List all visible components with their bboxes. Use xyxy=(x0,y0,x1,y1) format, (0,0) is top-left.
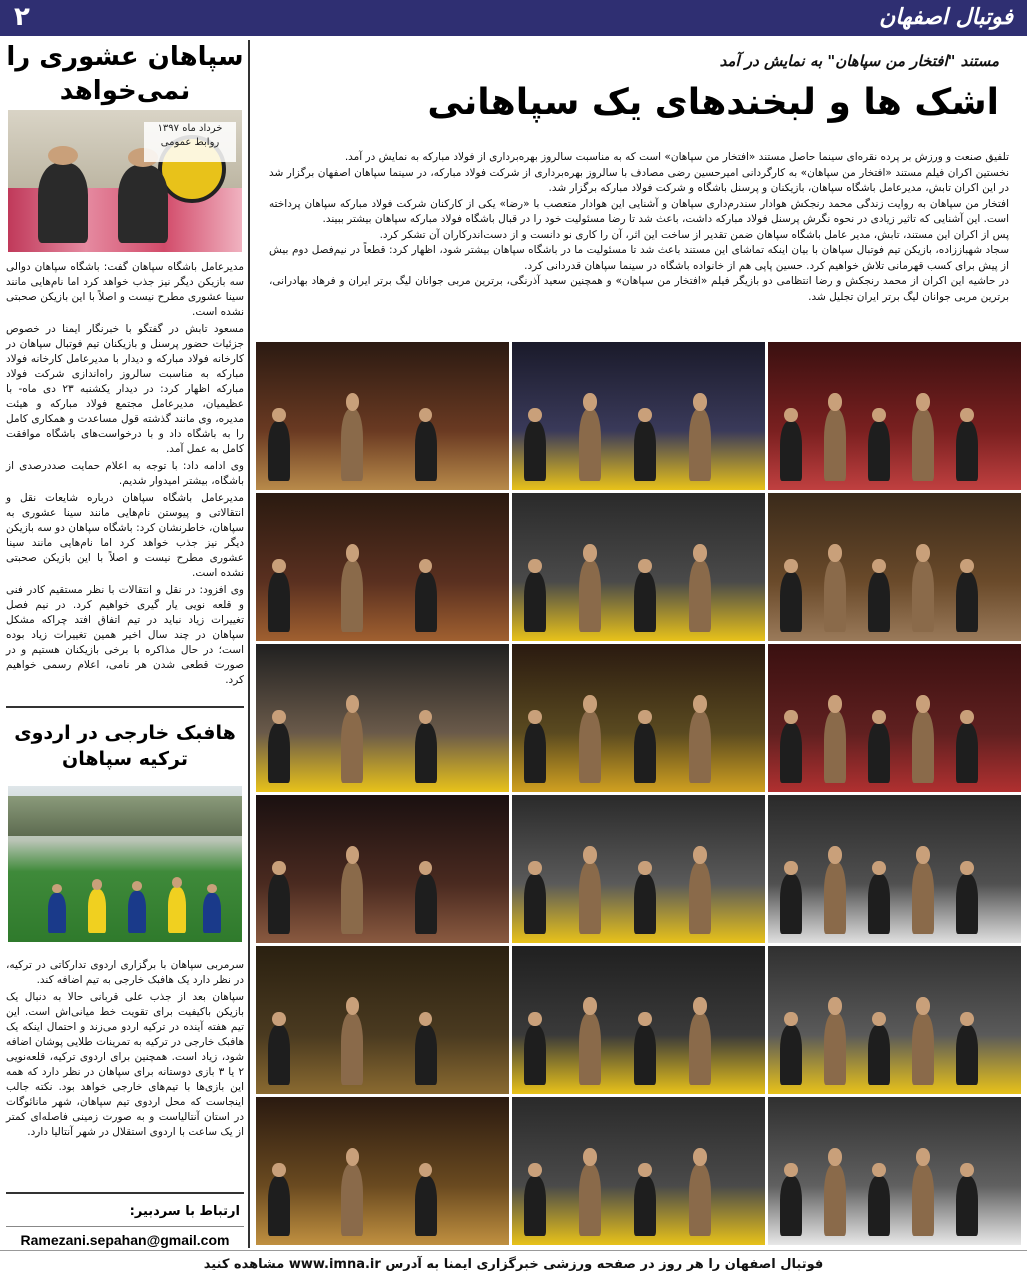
photo-figure xyxy=(868,421,890,481)
story1-headline: سپاهان عشوری را نمی‌خواهد xyxy=(6,42,244,106)
article-headline: اشک ها و لبخندهای یک سپاهانی xyxy=(427,82,999,123)
gallery-photo xyxy=(256,795,509,943)
photo-figure xyxy=(415,723,437,783)
photo-figure xyxy=(579,711,601,783)
story1-paragraph: وی افزود: در نقل و انتقالات با نظر مستقیم کادر فنی و قلعه نویی یار گیری خواهیم کرد. در نیم فصل تغییرات زیاد نباید در تیم اتفاق افتد چراکه مشکل سپاهان در چند سال اخیر همین تغییرات زیاد بوده است؛ در حال مذاکره با برخی بازیکنان هستیم و در صورت قطعی شدن هر نامی، اعلام رسمی خواهیم کرد. xyxy=(6,584,244,686)
photo-figure xyxy=(956,874,978,934)
story1-body xyxy=(6,260,244,688)
photo-figure xyxy=(824,409,846,481)
photo-figure xyxy=(912,1013,934,1085)
story1-paragraph: وی ادامه داد: با توجه به اعلام حمایت صددرصدی از باشگاه، بیشتر امیدوار شدیم. xyxy=(6,460,244,487)
section-divider xyxy=(6,706,244,708)
photo-figure xyxy=(579,409,601,481)
photo-figure xyxy=(579,560,601,632)
photo-figure xyxy=(824,1164,846,1236)
photo-figure xyxy=(634,1176,656,1236)
gallery-photo xyxy=(512,342,765,490)
photo-figure xyxy=(868,723,890,783)
photo-figure xyxy=(780,1176,802,1236)
article-paragraph: نخستین اکران فیلم مستند «افتخار من سپاهان» به کارگردانی امیرحسین رضی مصادف با سالروز بهره‌برداری از شرکت فولاد مبارکه، در سینما سپاهان اصفهان برگزار شد در این اکران تابش، مدیرعامل باشگاه سپاهان، بازیکنان و پرسنل باشگاه و شرکت فولاد مبارکه برگزار شد. xyxy=(269,166,1009,194)
photo-figure xyxy=(634,1025,656,1085)
footer-text: فوتبال اصفهان را هر روز در صفحه ورزشی خبرگزاری ایمنا به آدرس www.imna.ir مشاهده کنید xyxy=(203,1257,824,1272)
gallery-photo xyxy=(256,644,509,792)
article-body xyxy=(269,150,1009,305)
photo-figure xyxy=(824,862,846,934)
photo-figure xyxy=(868,572,890,632)
gallery-photo xyxy=(256,342,509,490)
photo-figure xyxy=(524,874,546,934)
story1-paragraph: مدیرعامل باشگاه سپاهان گفت: باشگاه سپاهان دوالی سه بازیکن دیگر نیز جذب خواهد کرد اما نام‌هایی مانند سینا عشوری مطرح نیست و اصلاً با این بازیکن صحبتی نشده است. xyxy=(6,261,244,318)
gallery-photo xyxy=(512,946,765,1094)
photo-figure xyxy=(268,572,290,632)
photo-figure xyxy=(524,572,546,632)
photo-figure xyxy=(868,1025,890,1085)
photo-figure xyxy=(268,874,290,934)
photo-figure xyxy=(689,1013,711,1085)
photo-figure xyxy=(524,723,546,783)
photo-figure xyxy=(912,711,934,783)
gallery-photo xyxy=(512,493,765,641)
story2-headline: هافبک خارجی در اردوی ترکیه سپاهان xyxy=(14,722,236,770)
section-divider xyxy=(6,1192,244,1194)
gallery-photo xyxy=(256,493,509,641)
gallery-photo xyxy=(768,493,1021,641)
photo-figure xyxy=(634,421,656,481)
photo-figure xyxy=(780,874,802,934)
photo-figure xyxy=(415,572,437,632)
photo-figure xyxy=(824,1013,846,1085)
photo-figure xyxy=(634,723,656,783)
photo-figure xyxy=(912,560,934,632)
photo-figure xyxy=(780,723,802,783)
photo-figure xyxy=(912,862,934,934)
article-kicker: مستند "افتخار من سپاهان" به نمایش در آمد xyxy=(719,52,999,70)
photo-figure xyxy=(268,1176,290,1236)
column-divider xyxy=(248,40,250,1248)
gallery-photo xyxy=(256,1097,509,1245)
photo-figure xyxy=(524,1176,546,1236)
photo-figure xyxy=(268,421,290,481)
photo-figure xyxy=(579,1013,601,1085)
article-paragraph: در حاشیه این اکران از محمد رنجکش و رضا انتظامی دو بازیگر فیلم «افتخار من سپاهان» و همچنین سعید آذرنگی، برترین مربی جوانان لیگ برتر ایران و فرهاد بهادرانی، برترین مربی جوانان لیگ برتر ایران تجلیل شد. xyxy=(269,275,1009,303)
photo-figure xyxy=(956,723,978,783)
photo-figure xyxy=(415,1025,437,1085)
photo-figure xyxy=(415,1176,437,1236)
photo-figure xyxy=(524,1025,546,1085)
photo-figure xyxy=(341,560,363,632)
photo-figure xyxy=(268,1025,290,1085)
story1-paragraph: مدیرعامل باشگاه سپاهان درباره شایعات نقل و انتقالاتی و پیوستن نام‌هایی مانند سینا عشوری به سپاهان، خاطرنشان کرد: باشگاه سپاهان دو سه بازیکن دیگر نیز جذب خواهد کرد اما نام‌هایی مانند سینا عشوری مطرح نیست و اصلاً با این بازیکن صحبتی نشده است. xyxy=(6,492,244,579)
photo-figure xyxy=(868,1176,890,1236)
story2-body xyxy=(6,958,244,1140)
page-footer xyxy=(0,1250,1027,1281)
editor-email: Ramezani.sepahan@gmail.com xyxy=(6,1226,244,1253)
gallery-photo xyxy=(512,644,765,792)
gallery-photo xyxy=(256,946,509,1094)
photo-figure xyxy=(689,560,711,632)
contact-label: ارتباط با سردبیر: xyxy=(129,1204,240,1219)
story2-paragraph: سپاهان بعد از جذب علی قربانی حالا به دنبال یک بازیکن باکیفیت برای تقویت خط میانی‌اش است. این تیم هفته آینده در ترکیه اردو می‌زند و احتمال اینکه یک هافبک خارجی در ترکیه به تمرینات طلایی پوشان اضافه شود، زیاد است. همچنین برای اردوی ترکیه، قلعه‌نویی ۲ یا ۳ بازی دوستانه برای سپاهان در نظر دارد که همه این بازی‌ها با تیم‌های خارجی خواهد بود. نکته جالب اینجاست که محل اردوی تیم سپاهان، شهر مانائوگات در استان آنتالیاست و به صورت زمینی فاصله‌ای کمتر از یک ساعت با اردوی استقلال در شهر آنتالیا دارد. xyxy=(6,991,244,1138)
photo-figure xyxy=(634,874,656,934)
photo-figure xyxy=(341,862,363,934)
photo-figure xyxy=(956,421,978,481)
photo-gallery xyxy=(256,342,1021,1248)
photo-figure xyxy=(868,874,890,934)
page-number: ۲ xyxy=(14,2,30,32)
newspaper-brand-logo: فوتبال اصفهان xyxy=(879,4,1013,30)
photo-caption: خرداد ماه ۱۳۹۷ روابط عمومی xyxy=(144,122,236,162)
gallery-photo xyxy=(512,1097,765,1245)
photo-figure xyxy=(415,421,437,481)
photo-figure xyxy=(780,572,802,632)
photo-figure xyxy=(689,409,711,481)
photo-figure xyxy=(579,1164,601,1236)
story2-paragraph: سرمربی سپاهان با برگزاری اردوی تدارکاتی در ترکیه، در نظر دارد یک هافبک خارجی به تیم اضافه کند. xyxy=(6,959,244,986)
photo-figure xyxy=(341,711,363,783)
photo-figure xyxy=(689,862,711,934)
photo-figure xyxy=(689,711,711,783)
gallery-photo xyxy=(768,946,1021,1094)
photo-figure xyxy=(634,572,656,632)
photo-figure xyxy=(415,874,437,934)
article-paragraph: پس از اکران این مستند، تابش، مدیر عامل باشگاه سپاهان ضمن تقدیر از ساخت این اثر، آن را کاری نو دانست و از دست‌اندرکاران آن تشکر کرد. xyxy=(379,228,1009,241)
photo-figure xyxy=(524,421,546,481)
photo-figure xyxy=(579,862,601,934)
photo-figure xyxy=(956,572,978,632)
left-column xyxy=(6,40,244,1248)
photo-figure xyxy=(824,560,846,632)
photo-figure xyxy=(824,711,846,783)
photo-figure xyxy=(956,1025,978,1085)
photo-figure xyxy=(341,1013,363,1085)
photo-figure xyxy=(780,1025,802,1085)
photo-figure xyxy=(341,409,363,481)
photo-figure xyxy=(689,1164,711,1236)
gallery-photo xyxy=(512,795,765,943)
story1-photo xyxy=(8,110,242,252)
gallery-photo xyxy=(768,342,1021,490)
gallery-photo xyxy=(768,1097,1021,1245)
gallery-photo xyxy=(768,644,1021,792)
page-header-bar xyxy=(0,0,1027,36)
article-paragraph: تلفیق صنعت و ورزش بر پرده نقره‌ای سینما حاصل مستند «افتخار من سپاهان» است که به مناسبت سالروز بهره‌برداری از فولاد مبارکه به نمایش در آمد. xyxy=(344,151,1009,163)
photo-figure xyxy=(912,409,934,481)
photo-figure xyxy=(956,1176,978,1236)
photo-figure xyxy=(268,723,290,783)
gallery-photo xyxy=(768,795,1021,943)
photo-figure xyxy=(341,1164,363,1236)
story2-photo xyxy=(8,786,242,942)
story1-paragraph: مسعود تابش در گفتگو با خبرنگار ایمنا در خصوص جزئیات حضور پرسنل و بازیکنان تیم فوتبال سپاهان در کارخانه فولاد مبارکه و دیدار با مدیرعامل کارخانه فولاد مبارکه به مناسبت سالروز راه‌اندازی شرکت فولاد مبارکه اظهار کرد: در دیدار یکشنبه ۲۳ دی ماه- با عظیمیان، مدیرعامل مجتمع فولاد مبارکه و هیئت مدیره، وی مانند گذشته قول مساعدت و همکاری کامل را به باشگاه داد و با درخواست‌های باشگاه موافقت کامل به عمل آمد. xyxy=(6,323,244,455)
photo-figure xyxy=(912,1164,934,1236)
article-paragraph: افتخار من سپاهان به روایت زندگی محمد رنجکش هوادار سندرم‌داری سپاهان و آشنایی این هوادار متعصب با «رضا» یکی از کارکنان شرکت فولاد مبارکه سپاهان پرداخته است. این آشنایی که تاثیر زیادی در نحوه نگرش پرسنل فولاد مبارکه داشت، باعث شد تا رضا مسئولیت خود را در قبال باشگاه فولاد مبارکه سپاهان بیشتر ببیند. xyxy=(269,197,1009,225)
photo-figure xyxy=(780,421,802,481)
article-paragraph: سجاد شهباززاده، بازیکن تیم فوتبال سپاهان با بیان اینکه تماشای این مستند باعث شد تا مسئولیت ما در باشگاه سپاهان بیشتر شود، اظهار کرد: قطعاً در نیم‌فصل دوم بیش از پیش برای کسب قهرمانی تلاش خواهیم کرد. حسین پاپی هم از خانواده باشگاه در سینما سپاهان قدردانی کرد. xyxy=(269,244,1009,272)
